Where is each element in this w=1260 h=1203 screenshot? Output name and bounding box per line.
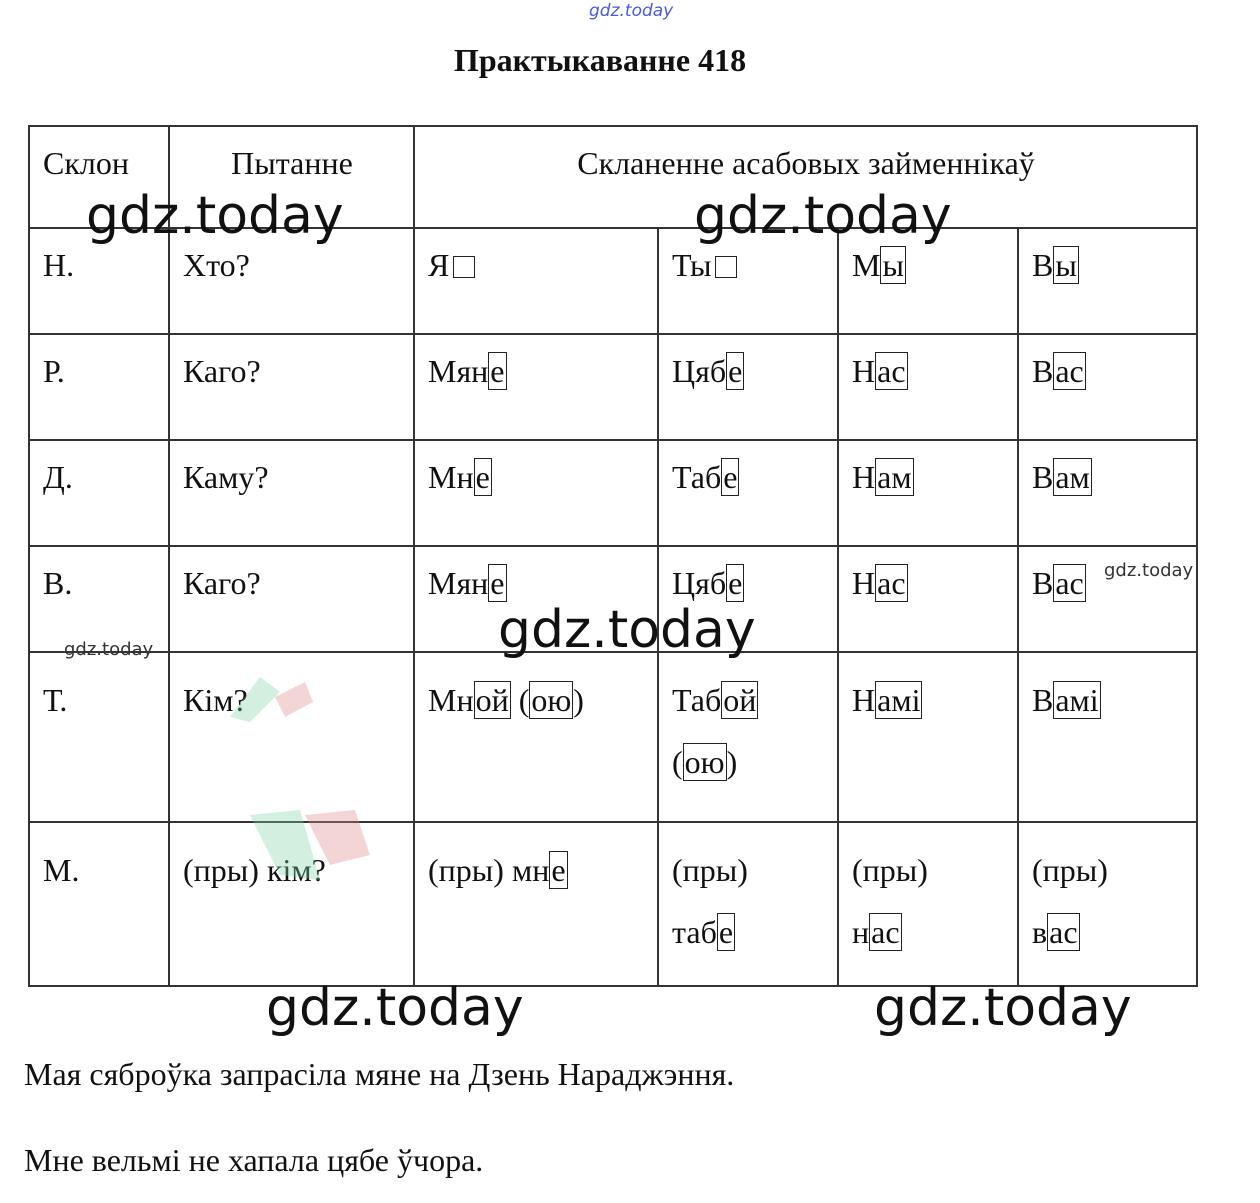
pronoun-cell: Нас [838,546,1018,652]
pronoun-cell: (пры) нас [838,822,1018,986]
ending-box [453,256,475,278]
pronoun-cell: Мной (ою) [414,652,658,822]
ending-box: ою [531,682,572,718]
ending-box: е [490,565,505,601]
pronoun-cell: Вамі [1018,652,1197,822]
ending-box: ас [1049,914,1078,950]
ending-box: ас [877,565,906,601]
question-cell: Каго? [169,334,414,440]
pronoun-cell: Я [414,228,658,334]
ending-box: е [718,914,734,950]
ending-box: амі [877,682,921,718]
ending-box: е [490,353,505,389]
ending-box: ой [475,682,509,718]
ending-box: ам [877,459,912,495]
watermark: gdz.today [266,978,524,1038]
question-cell: Каму? [169,440,414,546]
pronoun-cell: Мы [838,228,1018,334]
pronoun-cell: Нас [838,334,1018,440]
header-declension: Скланенне асабовых займеннікаў [414,126,1197,228]
pronoun-cell: Вас [1018,334,1197,440]
table-row [29,440,1197,546]
pronoun-cell: (пры) мне [414,822,658,986]
ending-box: ам [1055,459,1090,495]
ending-box: ас [877,353,906,389]
watermark: gdz.today [64,639,154,660]
ending-box: ы [882,247,904,283]
case-cell: Р. [29,334,169,440]
case-cell: Н. [29,228,169,334]
watermark: gdz.today [1104,560,1194,581]
watermark: gdz.today [86,186,344,246]
case-cell: В. [29,546,169,652]
watermark: gdz.today [874,978,1132,1038]
pronoun-cell: Мяне [414,546,658,652]
watermark: gdz.today [694,186,952,246]
ending-box: е [475,459,490,495]
case-cell: М. [29,822,169,986]
ending-box: ой [723,682,757,718]
case-cell: Т. [29,652,169,822]
pronoun-cell: Табе [658,440,838,546]
watermark: gdz.today [498,600,756,660]
pronoun-cell: (пры) табе [658,822,838,986]
pronoun-declension-table [28,125,1198,987]
page-title: Практыкаванне 418 [453,42,747,78]
question-cell: Каго? [169,546,414,652]
decorative-logo-shape [245,805,375,885]
pronoun-cell: Вас [1018,546,1197,652]
example-sentence: Мне вельмі не хапала цябе ўчора. [24,1142,484,1178]
ending-box [715,256,737,278]
ending-box: е [728,565,743,601]
question-cell: Кім? [169,652,414,822]
table-row [29,652,1197,822]
pronoun-cell: Цябе [658,546,838,652]
header-case: Склон [29,126,169,228]
pronoun-cell: Вы [1018,228,1197,334]
ending-box: амі [1055,682,1099,718]
ending-box: ас [1055,353,1084,389]
pronoun-cell: Мяне [414,334,658,440]
ending-box: ы [1055,247,1077,283]
pronoun-cell: Ты [658,228,838,334]
case-cell: Д. [29,440,169,546]
ending-box: ас [871,914,900,950]
decorative-logo-shape [225,672,315,722]
question-cell: (пры) кім? [169,822,414,986]
ending-box: ас [1055,565,1084,601]
question-cell: Хто? [169,228,414,334]
pronoun-cell: Намі [838,652,1018,822]
ending-box: е [723,459,738,495]
ending-box: е [551,852,566,888]
watermark-top: gdz.today [589,1,674,21]
pronoun-cell: Цябе [658,334,838,440]
pronoun-cell: Вам [1018,440,1197,546]
pronoun-cell: Нам [838,440,1018,546]
ending-box: е [728,353,743,389]
header-question: Пытанне [169,126,414,228]
table-row [29,822,1197,986]
ending-box: ою [684,744,725,780]
pronoun-cell: Мне [414,440,658,546]
pronoun-cell: Табой (ою) [658,652,838,822]
pronoun-cell: (пры) вас [1018,822,1197,986]
example-sentence: Мая сяброўка запрасіла мяне на Дзень Нараджэння. [24,1056,735,1092]
table-row [29,334,1197,440]
